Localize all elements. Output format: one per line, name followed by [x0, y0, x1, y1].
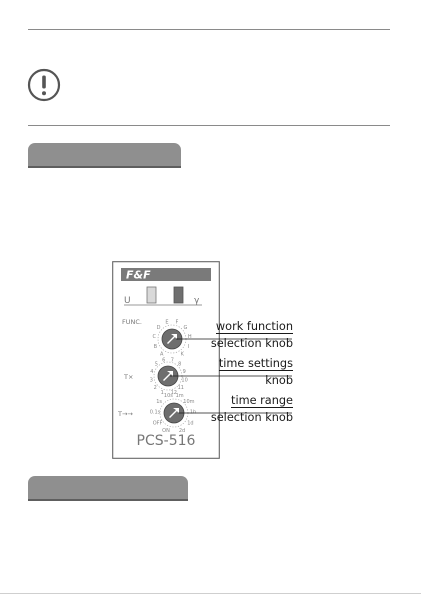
knob-scale-label: 2: [153, 385, 157, 392]
knob-scale-label: 5: [154, 361, 158, 368]
knob-scale-label: 12: [170, 390, 177, 396]
knob-scale-label: I: [187, 344, 190, 350]
knob-scale-label: D: [156, 325, 161, 331]
callout-line1: time range: [231, 394, 293, 407]
knob-scale-label: 1h: [189, 409, 197, 416]
callout-time-settings: [219, 355, 293, 389]
knob-scale-label: C: [152, 334, 156, 340]
bottom-divider: [0, 593, 421, 594]
callout-line2: selection knob: [210, 337, 293, 350]
knob-scale-label: 1: [160, 390, 164, 396]
knob-scale-label: 4: [150, 369, 154, 375]
knob-scale-label: 2d: [178, 428, 186, 435]
knob-scale-label: 1s: [156, 399, 162, 406]
callout-line2: selection knob: [210, 411, 293, 424]
knob-scale-label: B: [153, 344, 158, 350]
knob-scale-label: 6: [162, 357, 166, 364]
knob-scale-label: ON: [162, 428, 170, 435]
model-label: PCS-516: [136, 433, 196, 449]
callout-line1: work function: [215, 320, 293, 333]
brand-logo: F&F: [126, 268, 151, 282]
section-header-underline: [28, 499, 188, 501]
knob-label: T→→: [118, 410, 133, 418]
callout-line2: knob: [265, 374, 293, 387]
knob-scale-label: F: [175, 319, 179, 326]
knob-scale-label: 11: [177, 385, 184, 392]
section-header-bar: [28, 476, 188, 499]
callout-time-range: [211, 392, 293, 426]
knob-label: T×: [124, 373, 134, 381]
knob-scale-label: A: [159, 351, 164, 358]
callout-work-function: [211, 318, 293, 352]
knob-scale-label: 9: [182, 369, 186, 375]
knob-scale-label: 10s: [163, 392, 173, 399]
power-led: [147, 287, 156, 303]
knob-scale-label: 1m: [175, 392, 184, 399]
callout-line1: time settings: [218, 357, 293, 370]
indicator-label-relay: γ: [194, 296, 200, 306]
top-divider: [28, 29, 390, 30]
knob-scale-label: H: [187, 334, 192, 340]
knob-scale-label: E: [165, 319, 169, 326]
knob-scale-label: 8: [178, 361, 182, 368]
knob-scale-label: K: [180, 351, 184, 358]
knob-scale-label: OFF: [152, 420, 163, 427]
knob-label: FUNC.: [122, 318, 142, 326]
knob-scale-label: 10: [181, 377, 188, 384]
device-front-panel: [112, 261, 220, 459]
section-header-underline: [28, 166, 181, 168]
knob-scale-label: G: [183, 325, 188, 331]
knob-scale-label: 1d: [187, 420, 194, 427]
knob-scale-label: 10m: [183, 399, 195, 406]
section-divider: [28, 125, 390, 126]
section-header-bar: [28, 143, 181, 166]
knob-scale-label: 3: [149, 377, 153, 384]
exclamation-circle-icon: [27, 68, 61, 102]
knob-scale-label: 0.1s: [149, 409, 161, 416]
relay-led: [174, 287, 183, 303]
knob-scale-label: 7: [170, 357, 174, 364]
indicator-label-u: U: [124, 296, 131, 306]
